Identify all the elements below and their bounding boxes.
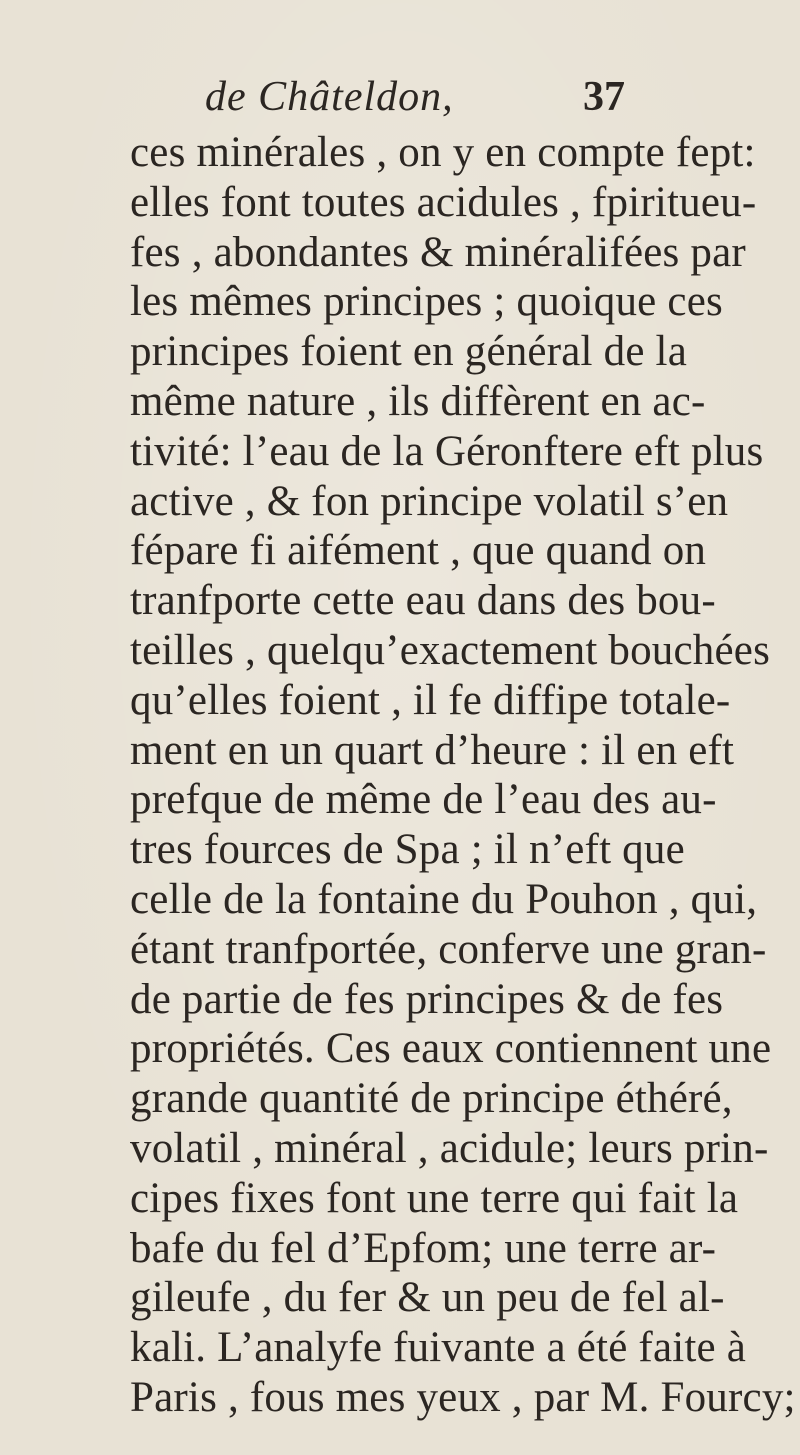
body-text	[130, 128, 796, 1423]
text-line: de partie de fes principes & de fes	[130, 975, 724, 1023]
text-line: même nature , ils diffèrent en ac-	[130, 377, 706, 425]
text-line: ment en un quart d’heure : il en eft	[130, 726, 735, 774]
running-title: de Châteldon,	[205, 74, 454, 120]
text-line: teilles , quelqu’exactement bouchées	[130, 626, 771, 674]
text-line: principes foient en général de la	[130, 328, 687, 376]
text-line: qu’elles foient , il fe diffipe totale-	[130, 676, 731, 724]
text-line: les mêmes principes ; quoique ces	[130, 278, 723, 326]
text-line: kali. L’analyfe fuivante a été faite à	[130, 1324, 747, 1372]
text-line: elles font toutes acidules , fpiritueu-	[130, 178, 757, 226]
text-line: Paris , fous mes yeux , par M. Fourcy;	[130, 1373, 796, 1421]
text-line: fépare fi aifément , que quand on	[130, 527, 707, 575]
page-header	[0, 72, 800, 122]
page-number: 37	[583, 74, 625, 120]
text-line: prefque de même de l’eau des au-	[130, 776, 717, 824]
text-line: volatil , minéral , acidule; leurs prin-	[130, 1124, 769, 1172]
text-line: active , & fon principe volatil s’en	[130, 477, 729, 525]
text-line: celle de la fontaine du Pouhon , qui,	[130, 875, 758, 923]
text-line: cipes fixes font une terre qui fait la	[130, 1174, 739, 1222]
text-line: tres fources de Spa ; il n’eft que	[130, 826, 685, 874]
text-line: propriétés. Ces eaux contiennent une	[130, 1025, 772, 1073]
text-line: étant tranfportée, conferve une gran-	[130, 925, 767, 973]
text-line: gileufe , du fer & un peu de fel al-	[130, 1274, 725, 1322]
text-line: tranfporte cette eau dans des bou-	[130, 577, 716, 625]
text-line: tivité: l’eau de la Géronftere eft plus	[130, 427, 764, 475]
text-line: fes , abondantes & minéralifées par	[130, 228, 746, 276]
text-line: bafe du fel d’Epfom; une terre ar-	[130, 1224, 717, 1272]
text-line: grande quantité de principe éthéré,	[130, 1075, 733, 1123]
text-line: ces minérales , on y en compte fept:	[130, 129, 756, 176]
